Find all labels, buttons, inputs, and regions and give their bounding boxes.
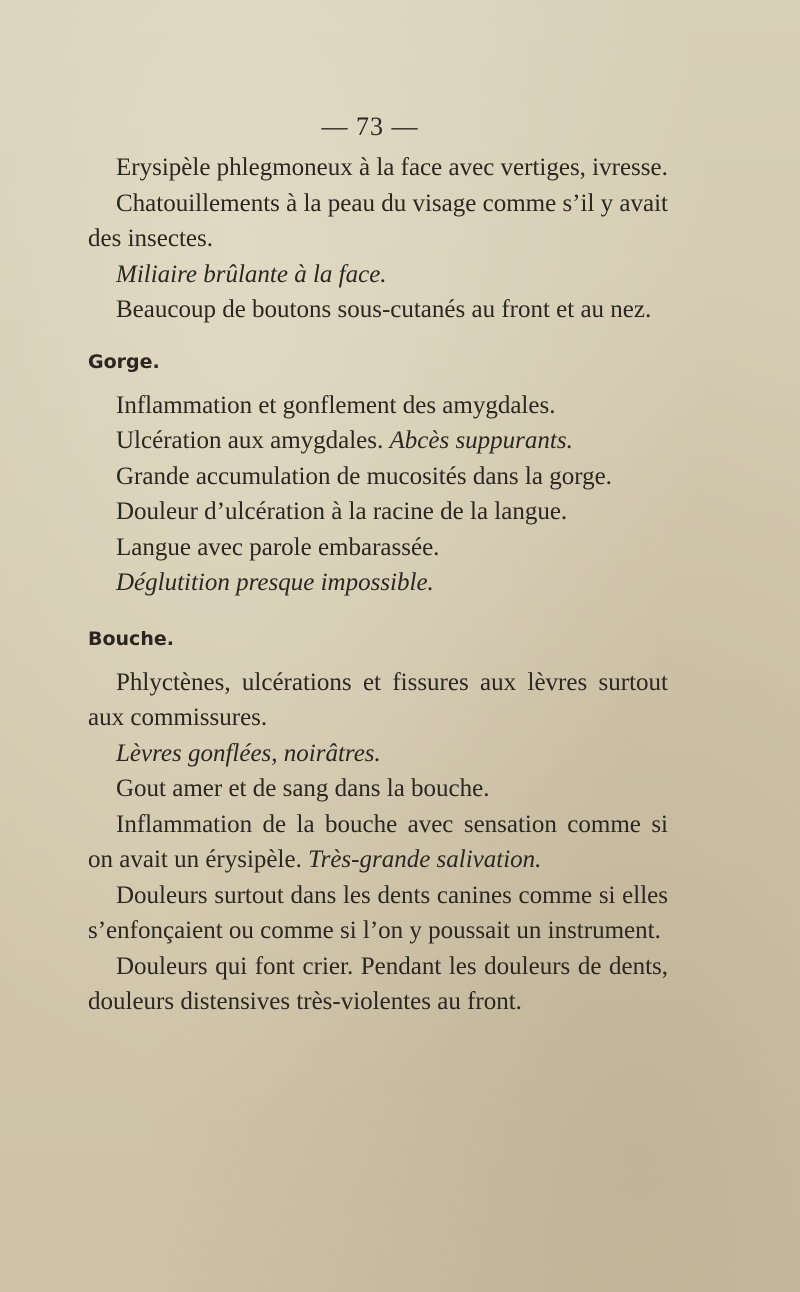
paragraph-erysipele: Erysipèle phlegmoneux à la face avec vertiges, ivresse. [116, 154, 668, 181]
paragraph-dents-canines: Douleurs surtout dans les dents canines comme si elles s’enfonçaient ou comme si l’on y poussait un instrument. [88, 881, 668, 944]
line-langue-parole: Langue avec parole embarassée. [116, 533, 440, 561]
line-deglutition: Déglutition presque impossible. [116, 569, 434, 596]
paragraph-miliaire: Miliaire brûlante à la face. [116, 260, 387, 288]
text-abces: Abcès suppurants. [389, 427, 573, 454]
text-ulceration: Ulcération aux amygdales. [116, 427, 390, 454]
paragraph-gout: Gout amer et de sang dans la bouche. [116, 775, 490, 802]
paragraph-inflammation-bouche [88, 807, 668, 878]
paragraph-levres: Lèvres gonflées, noirâtres. [116, 739, 381, 767]
page-number: — 73 — [321, 112, 419, 141]
line-ulceration-amygdales [88, 423, 668, 459]
paragraph-chatouillements: Chatouillements à la peau du visage comme s’il y avait des insectes. [88, 189, 668, 252]
section-heading-gorge: Gorge. [88, 350, 160, 373]
line-inflammation-amygdales: Inflammation et gonflement des amygdales. [116, 391, 556, 419]
paragraph-boutons: Beaucoup de boutons sous-cutanés au front et au nez. [116, 296, 652, 323]
text-salivation: Très-grande salivation. [308, 846, 542, 873]
paragraph-phlyctenes: Phlyctènes, ulcérations et fissures aux lèvres surtout aux commissures. [88, 668, 668, 731]
text-inflammation-bouche: Inflammation de la bouche avec sensation comme si on avait un érysipèle. [88, 810, 668, 873]
paragraph-douleurs-crier: Douleurs qui font crier. Pendant les douleurs de dents, douleurs distensives très-violentes au front. [88, 952, 668, 1015]
line-mucosites: Grande accumulation de mucosités dans la gorge. [116, 462, 612, 490]
section-heading-bouche: Bouche. [88, 627, 174, 650]
line-douleur-langue: Douleur d’ulcération à la racine de la langue. [116, 498, 568, 525]
main-text [88, 150, 668, 1020]
